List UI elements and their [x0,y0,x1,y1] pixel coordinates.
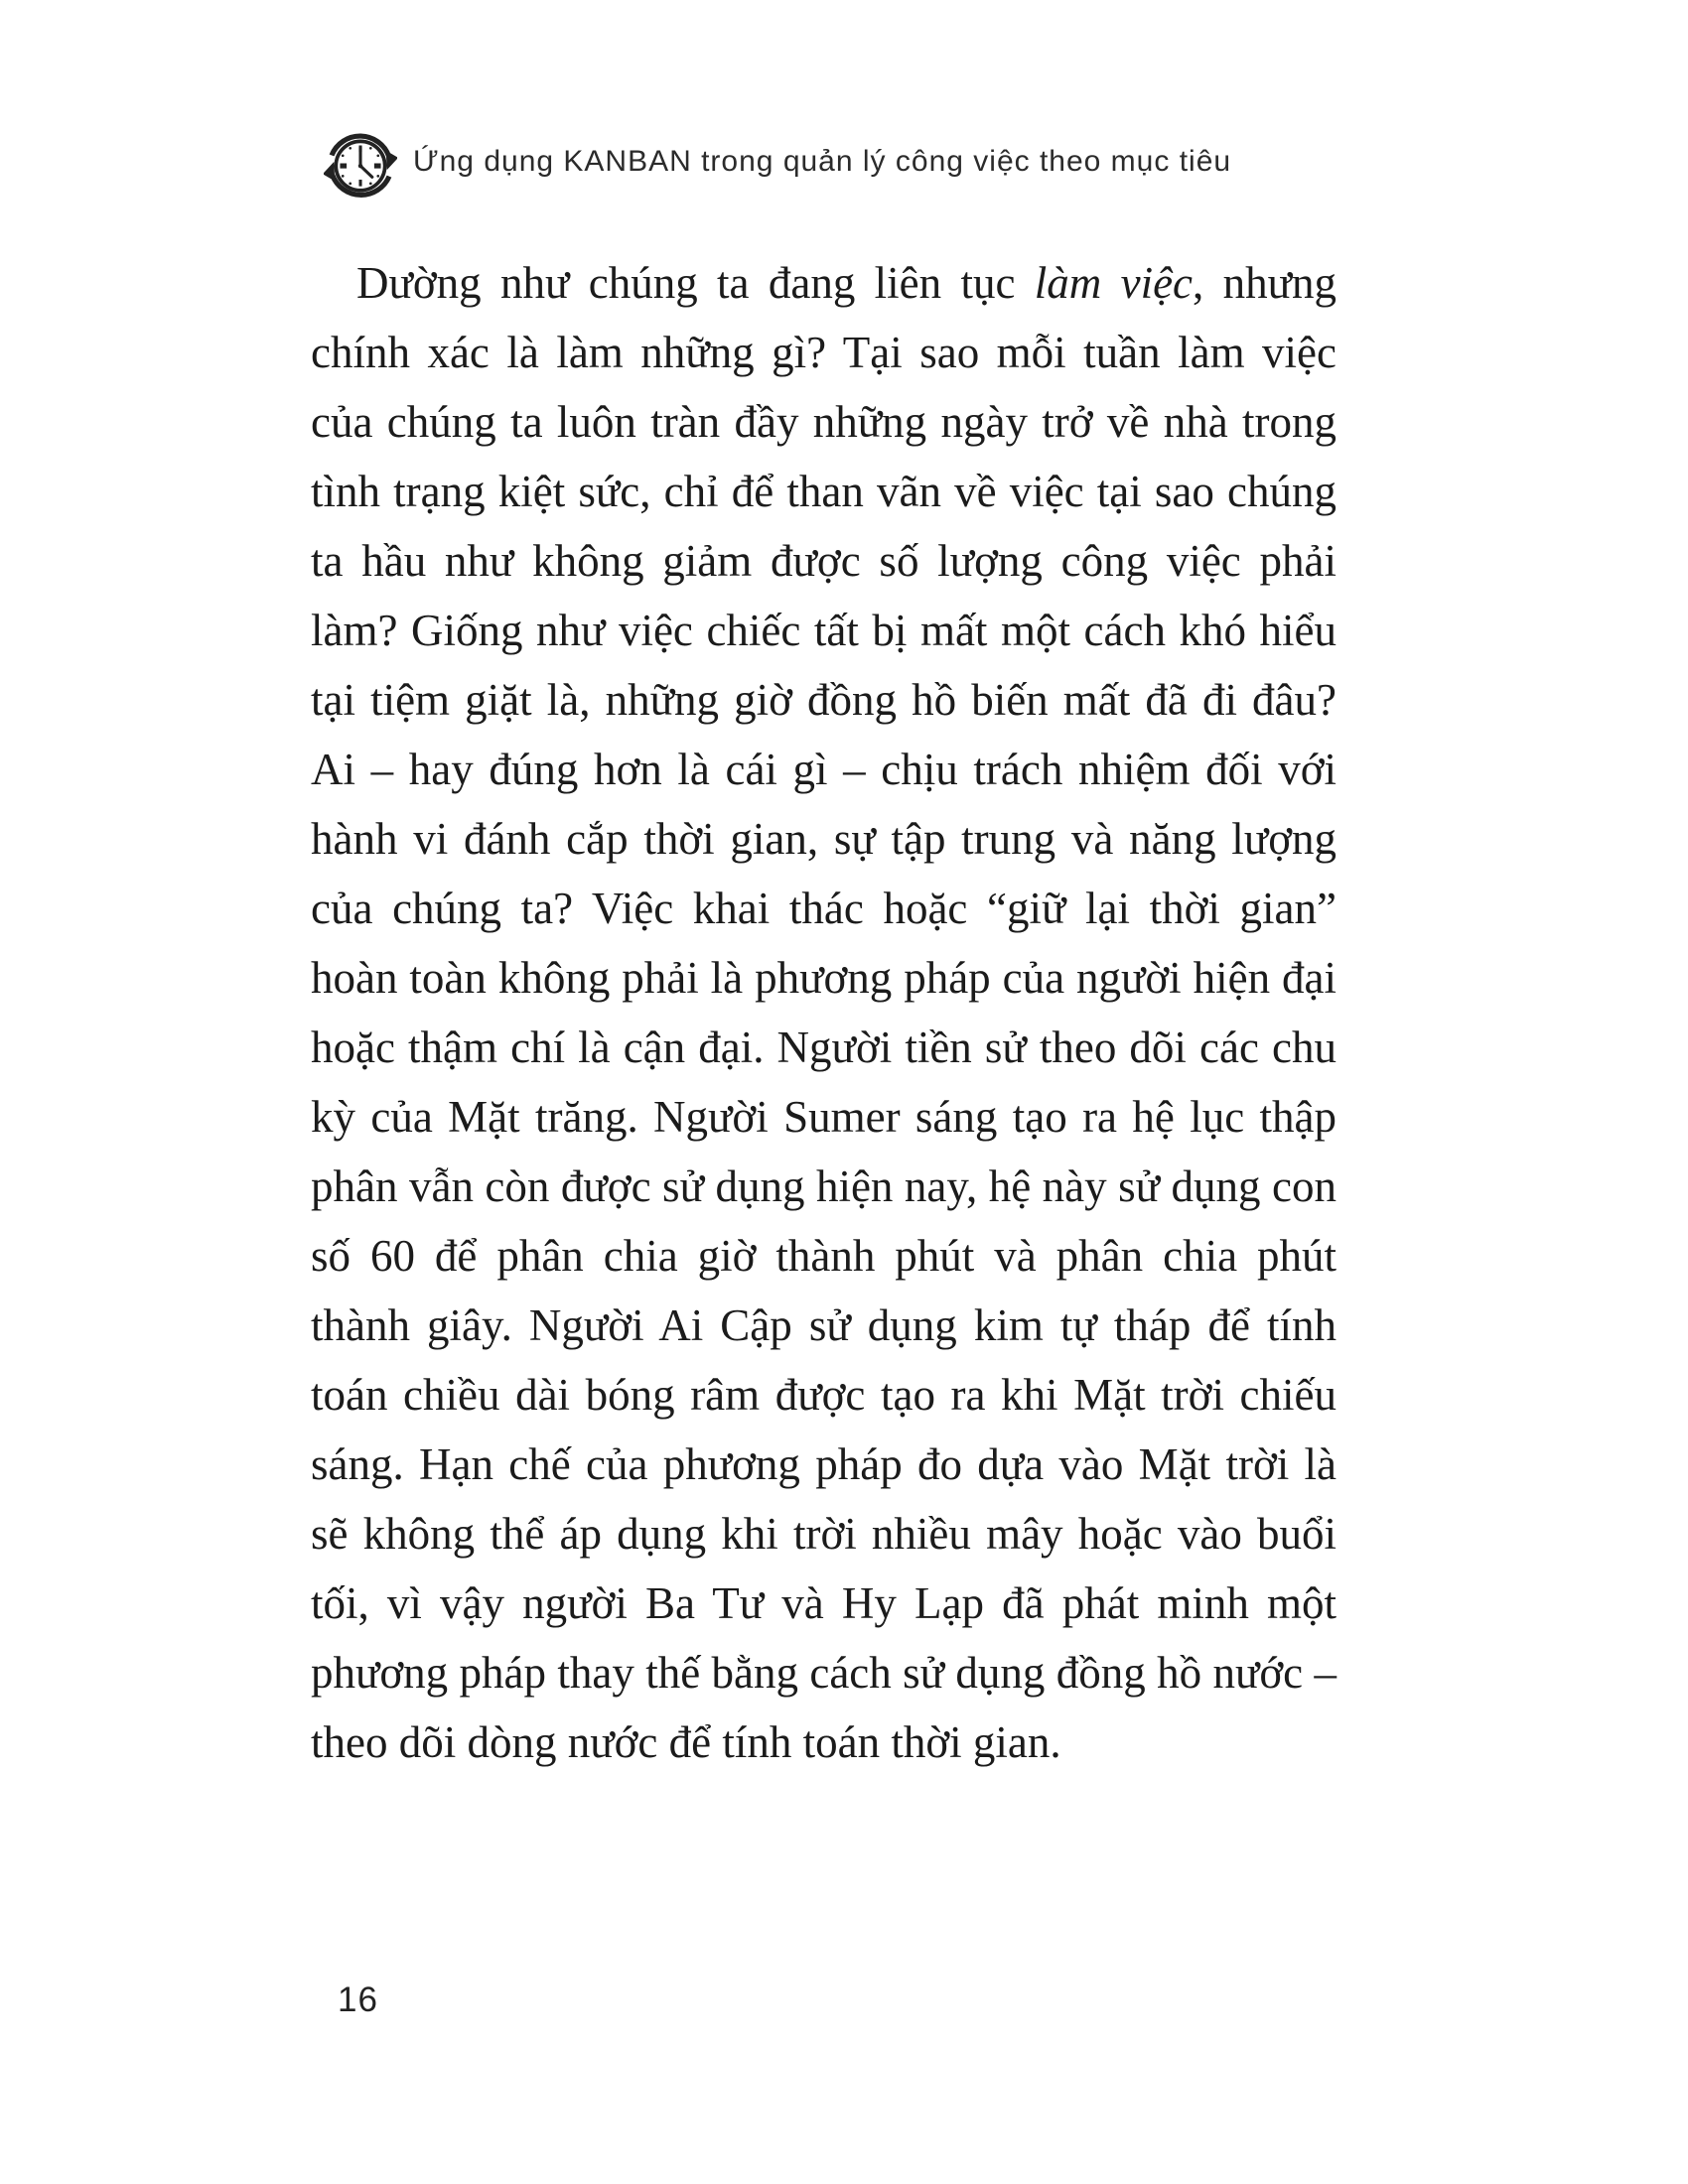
paragraph-italic-phrase: làm việc [1034,258,1194,308]
page-number: 16 [338,1980,378,2019]
body-text-block [311,248,1336,1777]
paragraph-text-lead: Dường như chúng ta đang liên tục [356,258,1035,308]
paragraph [311,248,1336,1777]
page-header [324,127,1231,201]
clock-rotation-icon [324,127,397,201]
paragraph-text-rest: , nhưng chính xác là làm những gì? Tại sao mỗi tuần làm việc của chúng ta luôn tràn đầy những ngày trở về nhà trong tình trạng kiệt sức, chỉ để than vãn về việc tại sao chúng ta hầu như không giảm được số lượng công việc phải làm? Giống như việc chiếc tất bị mất một cách khó hiểu tại tiệm giặt là, những giờ đồng hồ biến mất đã đi đâu? Ai – hay đúng hơn là cái gì – chịu trách nhiệm đối với hành vi đánh cắp thời gian, sự tập trung và năng lượng của chúng ta? Việc khai thác hoặc “giữ lại thời gian” hoàn toàn không phải là phương pháp của người hiện đại hoặc thậm chí là cận đại. Người tiền sử theo dõi các chu kỳ của Mặt trăng. Người Sumer sáng tạo ra hệ lục thập phân vẫn còn được sử dụng hiện nay, hệ này sử dụng con số 60 để phân chia giờ thành phút và phân chia phút thành giây. Người Ai Cập sử dụng kim tự tháp để tính toán chiều dài bóng râm được tạo ra khi Mặt trời chiếu sáng. Hạn chế của phương pháp đo dựa vào Mặt trời là sẽ không thể áp dụng khi trời nhiều mây hoặc vào buổi tối, vì vậy người Ba Tư và Hy Lạp đã phát minh một phương pháp thay thế bằng cách sử dụng đồng hồ nước – theo dõi dòng nước để tính toán thời gian. [311,258,1337,1767]
running-header-title: Ứng dụng KANBAN trong quản lý công việc theo mục tiêu [413,145,1232,178]
